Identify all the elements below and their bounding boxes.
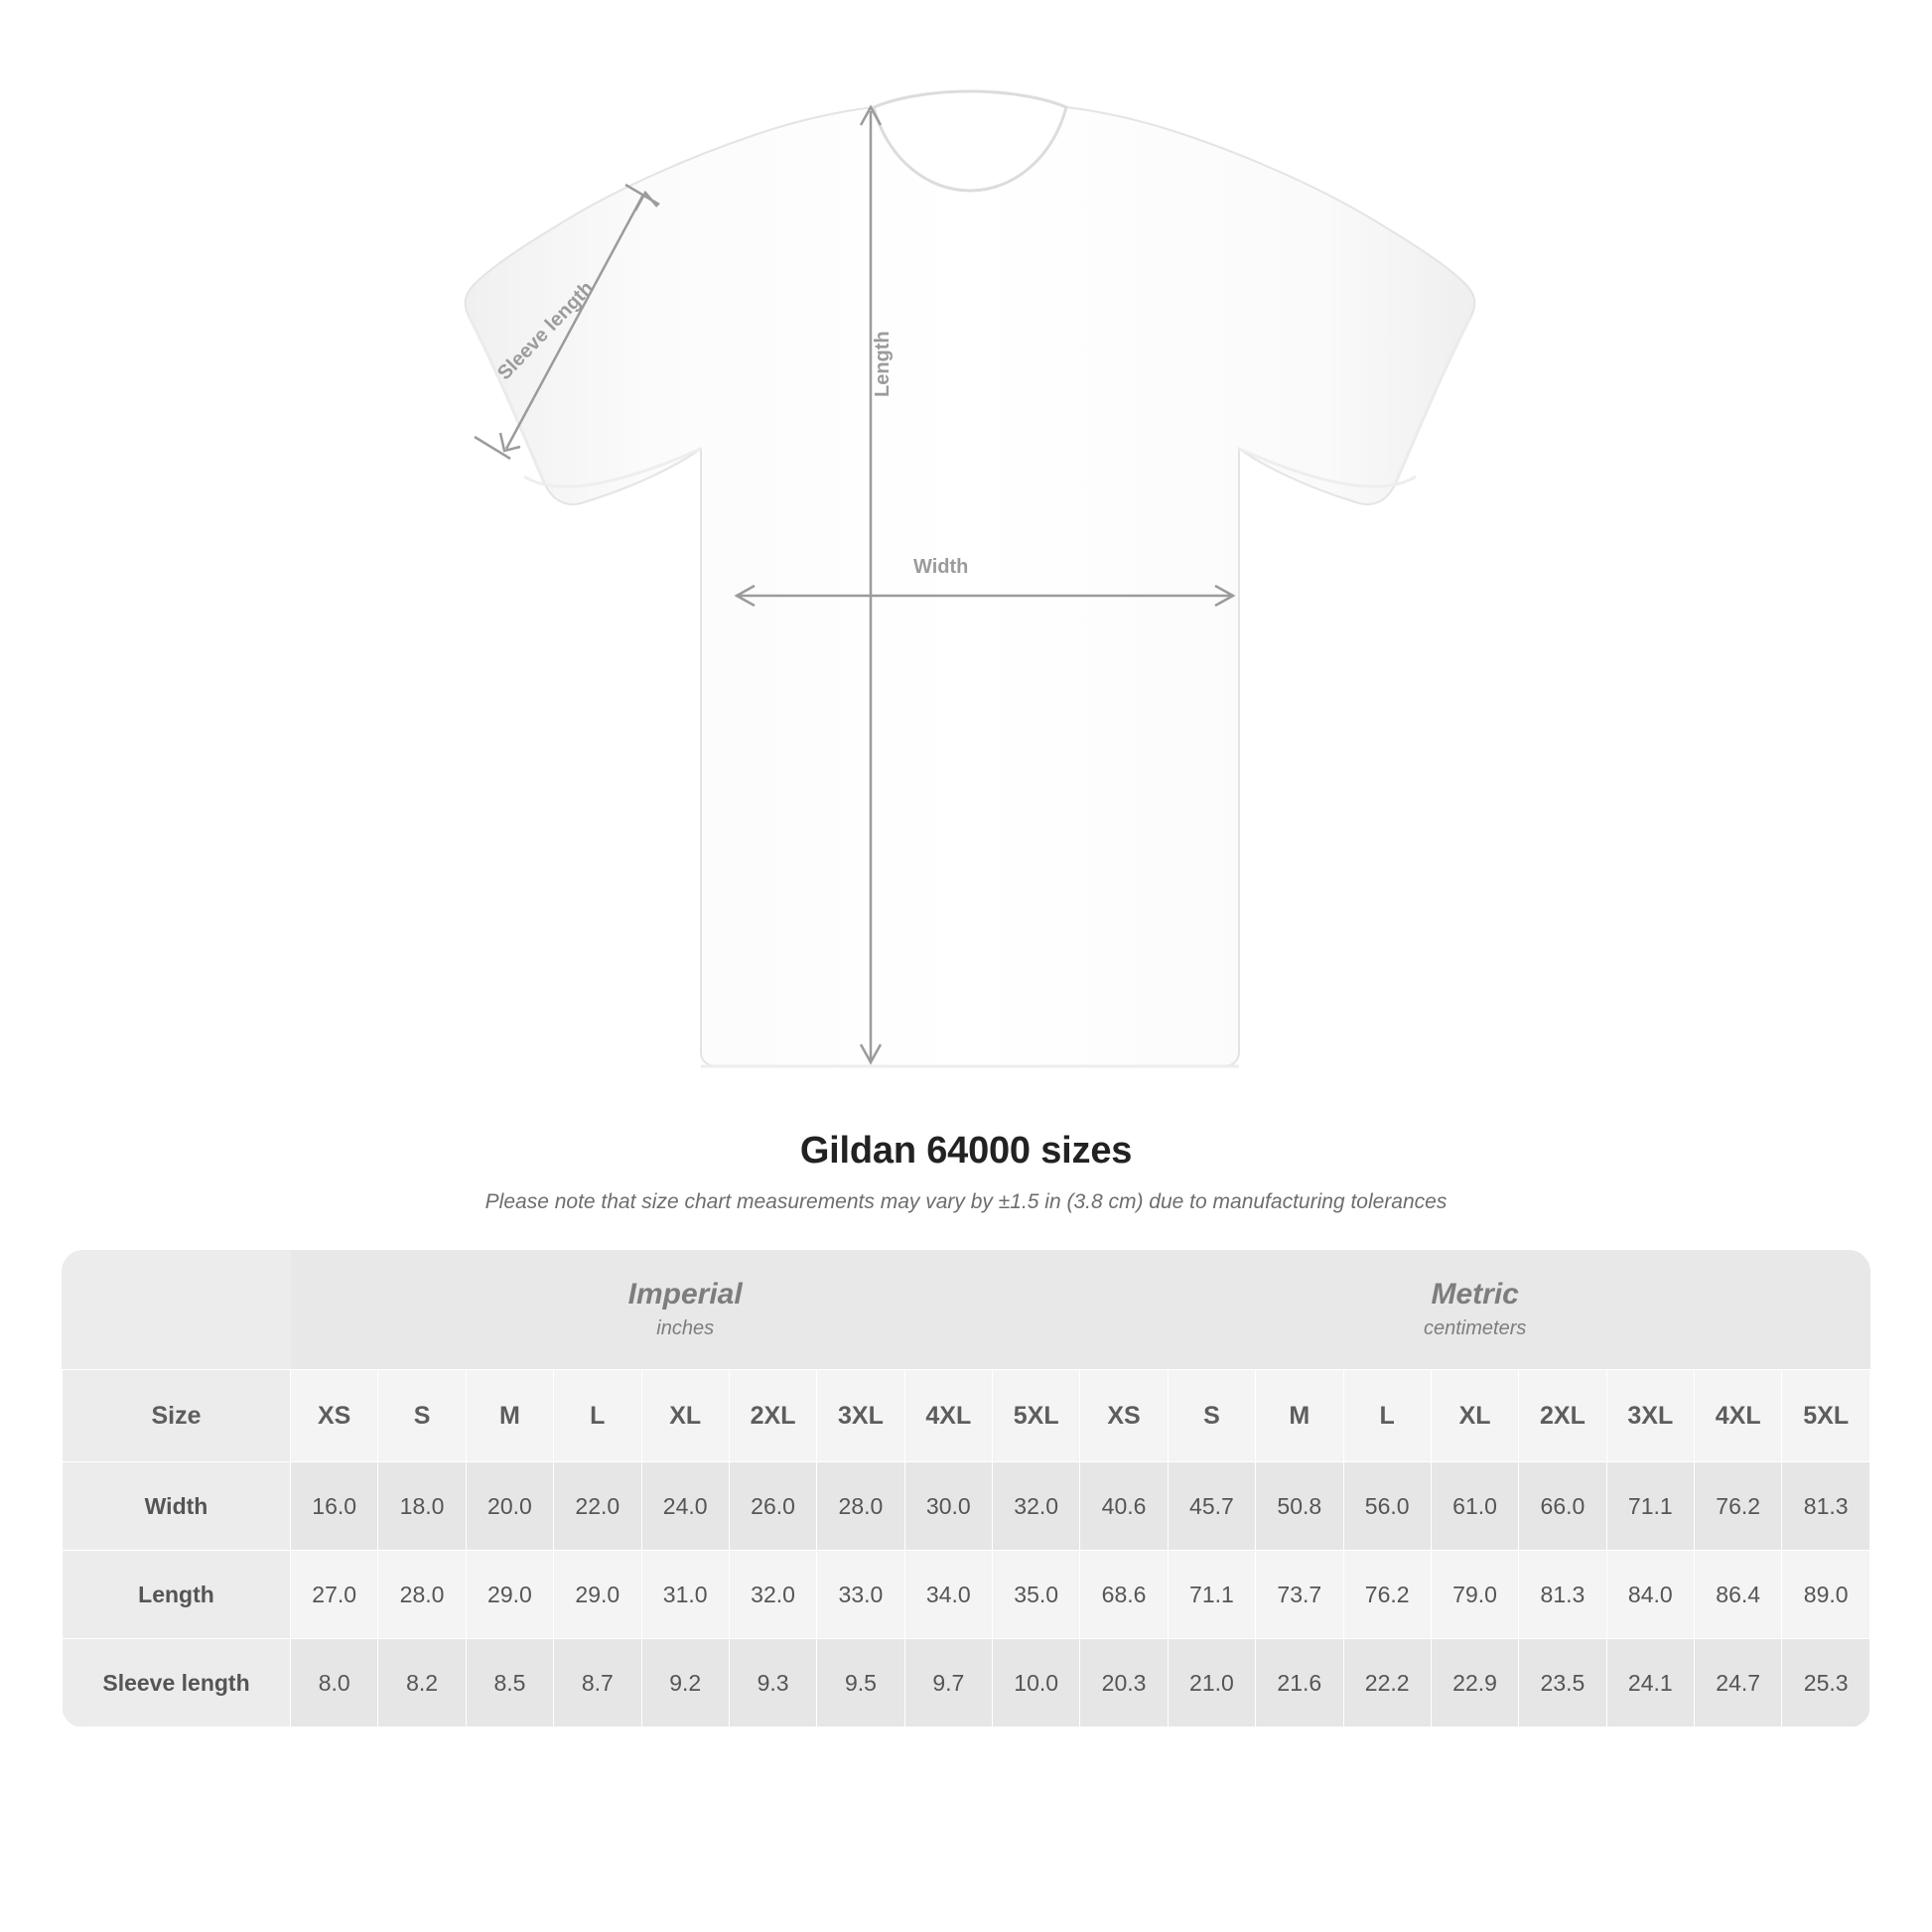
table-cell: 34.0	[904, 1551, 992, 1639]
table-cell: 27.0	[291, 1551, 378, 1639]
size-header-cell: XL	[641, 1370, 729, 1462]
table-cell: 8.2	[378, 1639, 466, 1727]
size-header-cell: S	[1168, 1370, 1255, 1462]
size-header-label: Size	[63, 1370, 291, 1462]
page-title: Gildan 64000 sizes	[799, 1130, 1133, 1172]
table-cell: 25.3	[1782, 1639, 1870, 1727]
size-header-cell: M	[466, 1370, 553, 1462]
unit-group-metric	[1080, 1250, 1870, 1370]
size-header-cell: M	[1256, 1370, 1343, 1462]
table-cell: 32.0	[729, 1551, 816, 1639]
table-cell: 9.2	[641, 1639, 729, 1727]
table-cell: 21.6	[1256, 1639, 1343, 1727]
length-label: Length	[872, 331, 894, 397]
size-header-cell: 3XL	[817, 1370, 904, 1462]
table-cell: 61.0	[1431, 1462, 1518, 1551]
size-chart-table-wrapper	[62, 1250, 1870, 1727]
table-cell: 56.0	[1343, 1462, 1431, 1551]
row-label-width: Width	[63, 1462, 291, 1551]
size-header-cell: 2XL	[1519, 1370, 1606, 1462]
table-cell: 81.3	[1782, 1462, 1870, 1551]
table-cell: 32.0	[993, 1462, 1080, 1551]
table-cell: 73.7	[1256, 1551, 1343, 1639]
table-cell: 35.0	[993, 1551, 1080, 1639]
table-cell: 24.7	[1695, 1639, 1782, 1727]
table-cell: 29.0	[466, 1551, 553, 1639]
unit-group-metric-sub: centimeters	[1424, 1316, 1527, 1339]
table-cell: 8.5	[466, 1639, 553, 1727]
table-cell: 89.0	[1782, 1551, 1870, 1639]
unit-group-metric-name: Metric	[1431, 1278, 1519, 1311]
table-cell: 26.0	[729, 1462, 816, 1551]
table-cell: 76.2	[1343, 1551, 1431, 1639]
table-cell: 68.6	[1080, 1551, 1168, 1639]
table-cell: 31.0	[641, 1551, 729, 1639]
table-cell: 50.8	[1256, 1462, 1343, 1551]
size-header-cell: XS	[1080, 1370, 1168, 1462]
table-cell: 28.0	[817, 1462, 904, 1551]
table-cell: 81.3	[1519, 1551, 1606, 1639]
size-header-cell: 5XL	[1782, 1370, 1870, 1462]
row-label-length: Length	[63, 1551, 291, 1639]
size-header-row	[63, 1370, 1870, 1462]
table-row	[63, 1551, 1870, 1639]
size-header-cell: 3XL	[1606, 1370, 1694, 1462]
table-cell: 23.5	[1519, 1639, 1606, 1727]
table-cell: 20.3	[1080, 1639, 1168, 1727]
table-cell: 66.0	[1519, 1462, 1606, 1551]
tshirt-body-shape	[466, 107, 1475, 1066]
table-cell: 16.0	[291, 1462, 378, 1551]
width-label: Width	[913, 556, 969, 578]
size-header-cell: 2XL	[729, 1370, 816, 1462]
size-header-cell: 4XL	[1695, 1370, 1782, 1462]
size-header-cell: XL	[1431, 1370, 1518, 1462]
size-header-cell: L	[554, 1370, 641, 1462]
table-row	[63, 1462, 1870, 1551]
table-cell: 24.0	[641, 1462, 729, 1551]
table-cell: 45.7	[1168, 1462, 1255, 1551]
table-cell: 86.4	[1695, 1551, 1782, 1639]
row-label-sleeve: Sleeve length	[63, 1639, 291, 1727]
sleeve-length-label: Sleeve length	[493, 277, 599, 385]
unit-group-imperial	[291, 1250, 1080, 1370]
table-cell: 22.9	[1431, 1639, 1518, 1727]
table-cell: 22.0	[554, 1462, 641, 1551]
table-cell: 9.7	[904, 1639, 992, 1727]
table-cell: 29.0	[554, 1551, 641, 1639]
table-corner-cell	[63, 1250, 291, 1370]
table-cell: 9.5	[817, 1639, 904, 1727]
table-cell: 9.3	[729, 1639, 816, 1727]
tolerance-note: Please note that size chart measurements may vary by ±1.5 in (3.8 cm) due to manufacturing tolerances	[484, 1190, 1448, 1213]
table-cell: 21.0	[1168, 1639, 1255, 1727]
size-header-cell: L	[1343, 1370, 1431, 1462]
table-cell: 28.0	[378, 1551, 466, 1639]
unit-group-imperial-name: Imperial	[627, 1278, 743, 1311]
table-cell: 76.2	[1695, 1462, 1782, 1551]
table-cell: 84.0	[1606, 1551, 1694, 1639]
table-cell: 20.0	[466, 1462, 553, 1551]
chart-heading	[0, 1130, 1932, 1214]
table-cell: 18.0	[378, 1462, 466, 1551]
unit-group-row	[63, 1250, 1870, 1370]
table-cell: 33.0	[817, 1551, 904, 1639]
table-cell: 40.6	[1080, 1462, 1168, 1551]
size-header-cell: S	[378, 1370, 466, 1462]
size-header-cell: 5XL	[993, 1370, 1080, 1462]
table-row	[63, 1639, 1870, 1727]
table-cell: 10.0	[993, 1639, 1080, 1727]
size-header-cell: 4XL	[904, 1370, 992, 1462]
table-cell: 79.0	[1431, 1551, 1518, 1639]
table-cell: 8.0	[291, 1639, 378, 1727]
size-header-cell: XS	[291, 1370, 378, 1462]
table-cell: 71.1	[1606, 1462, 1694, 1551]
table-cell: 22.2	[1343, 1639, 1431, 1727]
table-cell: 30.0	[904, 1462, 992, 1551]
size-chart-table	[62, 1250, 1870, 1727]
table-cell: 8.7	[554, 1639, 641, 1727]
unit-group-imperial-sub: inches	[656, 1316, 715, 1339]
table-cell: 24.1	[1606, 1639, 1694, 1727]
table-cell: 71.1	[1168, 1551, 1255, 1639]
